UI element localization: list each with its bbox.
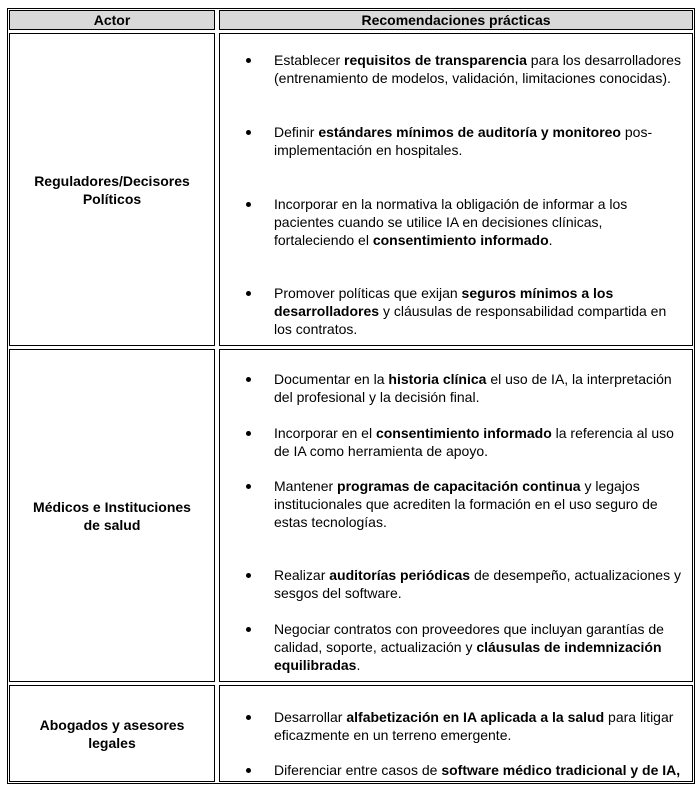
list-item [274,708,686,744]
text-run: y legajos institucionales que acrediten la formación en el uso seguro de estas tecnologías. [274,478,658,530]
bold-text: consentimiento informado [372,232,549,248]
bullet-icon [246,58,251,63]
bullet-icon [246,768,251,773]
recommendations-cell-abogados [219,685,693,782]
list-item [274,620,686,674]
bullet-icon [246,573,251,578]
text-run: Definir [274,124,319,140]
bullet-icon [246,484,251,489]
header-recommendations: Recomendaciones prácticas [219,10,693,30]
bold-text: estándares mínimos de auditoría y monitoreo [318,124,621,140]
list-item [274,370,686,406]
bullet-icon [246,130,251,135]
text-run: Incorporar en el [274,425,376,441]
text-run: para los desarrolladores (entrenamiento de modelos, validación, limitaciones conocidas). [274,52,681,86]
list-item [274,424,686,460]
bullet-icon [246,627,251,632]
bold-text: auditorías periódicas [329,567,471,583]
text-run: Realizar [274,567,330,583]
list-item [274,477,686,531]
text-run: Establecer [274,52,345,68]
bold-text: consentimiento informado [375,425,552,441]
bullet-icon [246,291,251,296]
text-run: Documentar en la [274,371,389,387]
bold-text: alfabetización en IA aplicada a la salud [346,709,605,725]
list-item [274,123,686,159]
text-run: de desempeño, actualizaciones y sesgos del software. [274,567,681,601]
bullet-icon [246,377,251,382]
bold-text: historia clínica [388,371,487,387]
text-run: Diferenciar entre casos de [274,762,442,778]
text-run: Incorporar en la normativa la obligación de informar a los pacientes cuando se utilice IA en decisiones clínicas, fortaleciendo el [274,196,628,248]
bold-text: software médico tradicional y de IA, [441,762,681,778]
header-actor: Actor [9,10,215,30]
bullet-icon [246,431,251,436]
text-run: y cláusulas de responsabilidad compartida en los contratos. [274,303,667,337]
recommendations-cell-reguladores [219,33,693,346]
text-run: el uso de IA, la interpretación del profesional y la decisión final. [274,371,672,405]
recommendations-cell-medicos [219,349,693,682]
bold-text: requisitos de transparencia [344,52,527,68]
actor-cell-reguladores: Reguladores/Decisores Políticos [9,33,215,346]
text-run: . [356,657,361,673]
text-run: la referencia al uso de IA como herramienta de apoyo. [274,425,674,459]
list-item [274,51,686,87]
list-item [274,761,686,779]
text-run: Mantener [274,478,338,494]
text-run: para litigar eficazmente en un terreno emergente. [274,709,674,743]
list-item [274,566,686,602]
bullet-icon [246,202,251,207]
list-item [274,284,686,338]
text-run: Promover políticas que exijan [274,285,462,301]
bold-text: cláusulas de indemnización equilibradas [274,639,662,673]
list-item [274,195,686,249]
actor-cell-abogados: Abogados y asesores legales [9,685,215,782]
actor-cell-medicos: Médicos e Instituciones de salud [9,349,215,682]
bold-text: seguros mínimos a los desarrolladores [274,285,614,319]
bullet-icon [246,715,251,720]
text-run: . [548,232,553,248]
text-run: pos-implementación en hospitales. [274,124,653,158]
bold-text: programas de capacitación continua [337,478,581,494]
text-run: Negociar contratos con proveedores que incluyan garantías de calidad, soporte, actualización y [274,621,664,655]
text-run: Desarrollar [274,709,347,725]
